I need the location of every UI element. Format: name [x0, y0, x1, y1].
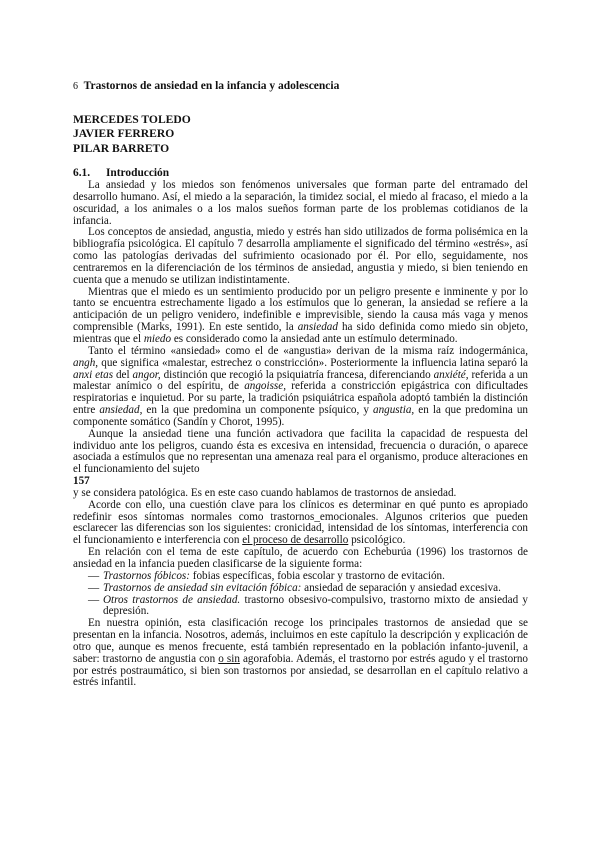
chapter-heading [73, 80, 339, 92]
paragraph: y se considera patológica. Es en este caso cuando hablamos de trastornos de ansiedad. [73, 486, 457, 499]
author-name: JAVIER FERRERO [73, 127, 175, 141]
classification-list [73, 571, 528, 618]
author-name: MERCEDES TOLEDO [73, 113, 191, 126]
section-title: Introducción [106, 167, 170, 179]
paragraph: Los conceptos de ansiedad, angustia, miedo y estrés han sido utilizados de forma polisémica en la bibliografía psicológica. El capítulo 7 desarrolla ampliamente el significado del término «estrés», así como las patologías derivadas del sufrimiento ocasionado por él. Por ello, seguidamente, nos centraremos en la diferenciación de los términos de ansiedad, angustia y miedo, si bien teniendo en cuenta que a menudo se utilizan indistintamente. [73, 226, 528, 286]
paragraph: En relación con el tema de este capítulo, de acuerdo con Echeburúa (1996) los trastornos de ansiedad en la infancia pueden clasificarse de la siguiente forma: [73, 546, 528, 570]
author-name: PILAR BARRETO [73, 141, 170, 155]
paragraph: Aunque la ansiedad tiene una función activadora que facilita la capacidad de respuesta del individuo ante los peligros, cuando ésta es excesiva en intensidad, frecuencia o duración, o aparece asociada a estímulos que no representan una amenaza real para el organismo, produce alteraciones en el funcionamiento del sujeto [73, 427, 528, 476]
body-text [73, 180, 528, 689]
list-item: — Trastornos de ansiedad sin evitación fóbica: ansiedad de separación y ansiedad excesiva. [88, 581, 501, 594]
paragraph: Tanto el término «ansiedad» como el de «angustia» derivan de la misma raíz indogermánica, angh, que significa «malestar, estrechez o constricción». Posteriormente la influencia latina separó la anxi etas del angor, distinción que recogió la psiquiatría francesa, diferenciando anxiété, referida a un malestar anímico o del espíritu, de angoisse, referida a constricción epigástrica con dificultades respiratorias e inquietud. Por su parte, la tradición psiquiátrica española adoptó también la distinción entre ansiedad, en la que predomina un componente psíquico, y angustia, en la que predomina un componente somático (Sandín y Chorot, 1995). [73, 344, 528, 428]
paragraph: Mientras que el miedo es un sentimiento producido por un peligro presente e inminente y por lo tanto se encuentra estrechamente ligado a los estímulos que lo generan, la ansiedad se refiere a la anticipación de un peligro venidero, indefinible e imprevisible, siendo la causa más vaga y menos comprensible (Marks, 1991). En este sentido, la ansiedad ha sido definida como miedo sin objeto, mientras que el miedo es considerado como la ansiedad ante un estímulo determinado. [73, 285, 528, 345]
page-number: 157 [73, 475, 90, 488]
paragraph: Acorde con ello, una cuestión clave para los clínicos es determinar en qué punto es apropiado redefinir esos síntomas normales como trastornos_emocionales. Algunos criterios que pueden esclarecer las diferencias son los siguientes: cronicidad, intensidad de los síntomas, interferencia con el funcionamiento e interferencia con el proceso de desarrollo psicológico. [73, 498, 528, 547]
list-item: — Otros trastornos de ansiedad. trastorno obsesivo-compulsivo, trastorno mixto de ansiedad y depresión. [88, 593, 529, 618]
paragraph: En nuestra opinión, esta clasificación recoge los principales trastornos de ansiedad que se presentan en la infancia. Nosotros, además, incluimos en este capítulo la descripción y explicación de otro que, aunque es menos frecuente, está también representado en la población infanto-juvenil, a saber: trastorno de angustia con o sin agorafobia. Además, el trastorno por estrés agudo y el trastorno por estrés postraumático, si bien son trastornos por ansiedad, se desarrollan en el capítulo relativo a estrés infantil. [73, 617, 528, 689]
author-list [73, 113, 191, 156]
section-heading [73, 167, 169, 179]
paragraph: La ansiedad y los miedos son fenómenos universales que forman parte del entramado del desarrollo humano. Así, el miedo a la separación, la timidez social, el miedo al fracaso, el miedo a la oscuridad, a los animales o a los malos sueños forman parte de los problemas cotidianos de la infancia. [73, 179, 528, 227]
chapter-number: 6 [73, 81, 78, 92]
chapter-title: Trastornos de ansiedad en la infancia y adolescencia [83, 80, 340, 92]
list-item: — Trastornos fóbicos: fobias específicas, fobia escolar y trastorno de evitación. [88, 569, 445, 582]
section-number: 6.1. [73, 167, 91, 179]
